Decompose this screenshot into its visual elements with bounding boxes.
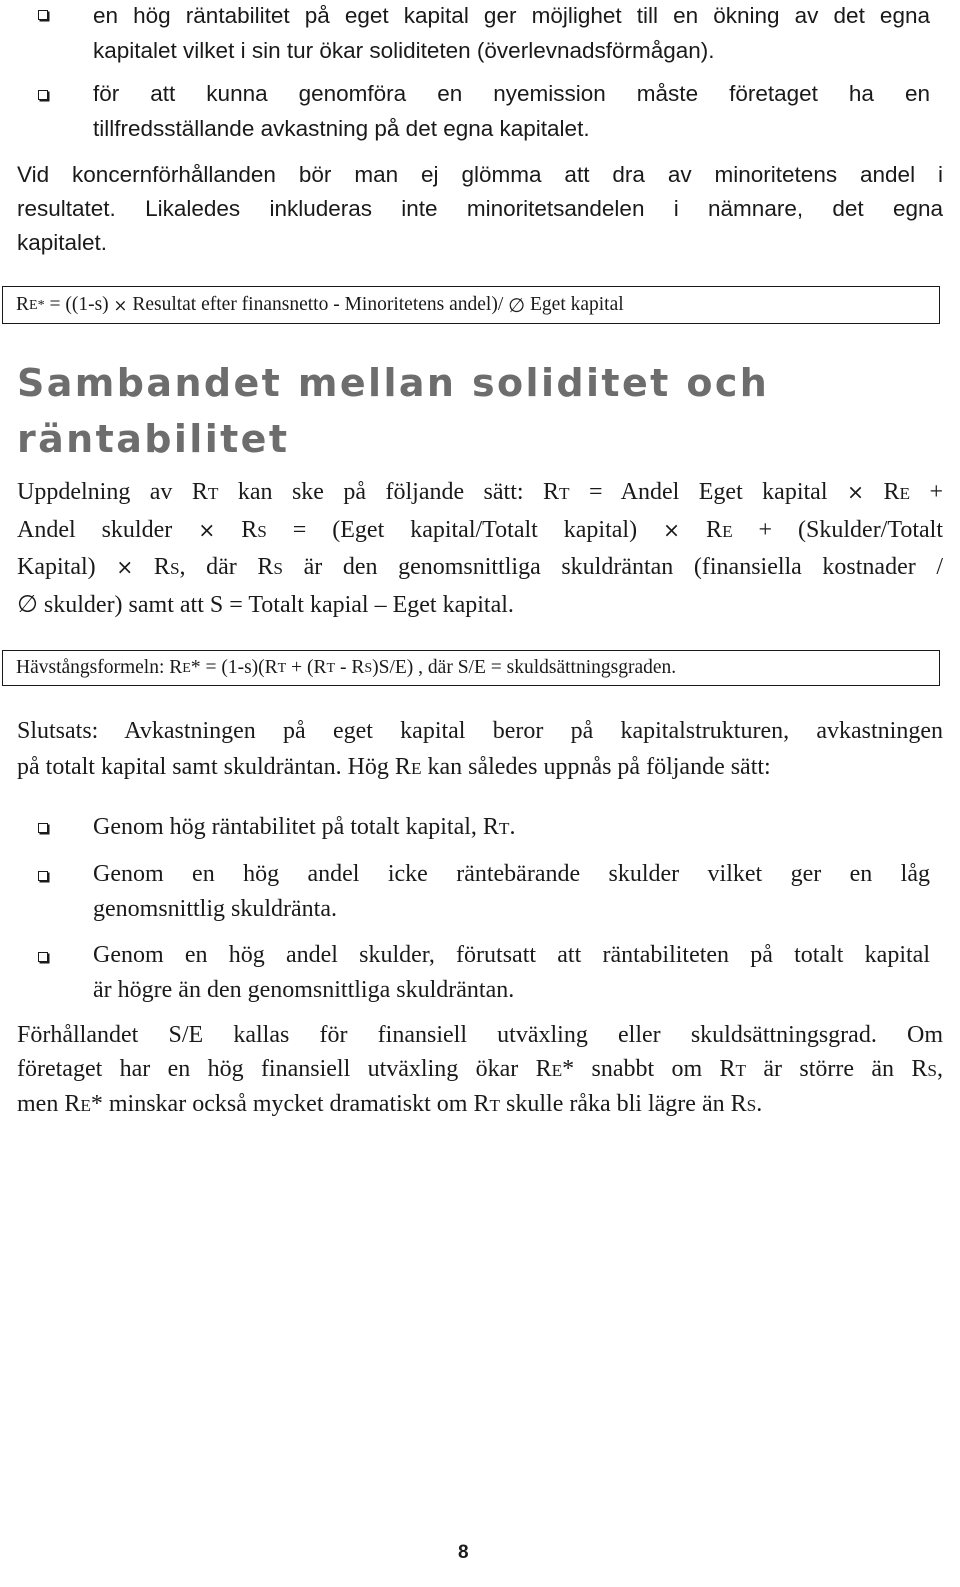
text: * snabbt om R xyxy=(562,1056,736,1082)
subscript: E xyxy=(410,759,422,778)
paragraph-line: resultatet. Likaledes inkluderas inte minoritetsandelen i nämnare, det egna xyxy=(17,196,943,221)
subscript: S xyxy=(257,522,267,541)
bullet-line: för att kunna genomföra en nyemission måste företaget ha en xyxy=(93,81,930,106)
text: R xyxy=(133,554,170,580)
text: = (Eget kapital/Totalt kapital) xyxy=(266,517,664,543)
times-icon: × xyxy=(663,518,681,542)
times-icon: × xyxy=(116,555,134,579)
checkbox-bullet-icon xyxy=(38,90,48,100)
text: kan således uppnås på följande sätt: xyxy=(421,754,771,780)
subscript: E xyxy=(899,484,911,503)
subscript: T xyxy=(735,1061,747,1080)
checkbox-bullet-icon xyxy=(38,871,48,881)
text: + (R xyxy=(286,657,327,678)
text: på totalt kapital samt skuldräntan. Hög R xyxy=(17,754,411,780)
subscript: E xyxy=(722,522,733,541)
text: Genom hög räntabilitet på totalt kapital, R xyxy=(93,814,499,840)
times-icon: × xyxy=(113,295,128,315)
text: - R xyxy=(335,657,365,678)
text: R xyxy=(680,517,723,543)
formula-text: Eget kapital xyxy=(525,294,624,315)
text: Uppdelning av R xyxy=(17,479,208,505)
text: + (Skulder/Totalt xyxy=(732,517,943,543)
subscript: T xyxy=(326,659,336,676)
text: , där R xyxy=(179,554,274,580)
paragraph-line xyxy=(17,513,943,549)
average-symbol-icon: ∅ xyxy=(508,293,526,317)
text: men R xyxy=(17,1091,81,1117)
subscript: T xyxy=(277,659,287,676)
leverage-formula-box xyxy=(2,650,940,686)
paragraph-line: Vid koncernförhållanden bör man ej glömma att dra av minoritetens andel i xyxy=(17,162,943,187)
text: Hävstångsformeln: R xyxy=(16,657,183,678)
subscript: T xyxy=(498,819,510,838)
text: är den genomsnittliga skuldräntan (finansiella kostnader / xyxy=(283,554,943,580)
paragraph-line: Förhållandet S/E kallas för finansiell utväxling eller skuldsättningsgrad. Om xyxy=(17,1022,943,1048)
subscript: E xyxy=(182,659,191,676)
paragraph-line xyxy=(17,550,943,586)
subscript: S xyxy=(364,659,373,676)
formula-text: R xyxy=(16,294,30,315)
bullet-line: är högre än den genomsnittliga skuldräntan. xyxy=(93,977,515,1003)
subscript: T xyxy=(489,1096,501,1115)
subscript: S xyxy=(927,1061,937,1080)
text: skulder) samt att S = Totalt kapial – Eget kapital. xyxy=(37,592,514,618)
formula-subscript: E* xyxy=(29,296,45,313)
bullet-line: Genom en hög andel icke räntebärande skulder vilket ger en låg xyxy=(93,861,930,887)
text: företaget har en hög finansiell utväxling ökar R xyxy=(17,1056,552,1082)
checkbox-bullet-icon xyxy=(38,952,48,962)
text: , xyxy=(937,1056,943,1082)
checkbox-bullet-icon xyxy=(38,10,48,20)
bullet-line: genomsnittlig skuldränta. xyxy=(93,896,337,922)
subscript: S xyxy=(273,559,283,578)
bullet-line: kapitalet vilket i sin tur ökar soliditeten (överlevnadsförmågan). xyxy=(93,38,715,63)
subscript: E xyxy=(551,1061,563,1080)
subscript: E xyxy=(80,1096,91,1115)
paragraph-line xyxy=(17,475,943,511)
conclusion-line xyxy=(17,750,943,786)
bullet-line xyxy=(93,810,930,846)
conclusion-line: Slutsats: Avkastningen på eget kapital beror på kapitalstrukturen, avkastningen xyxy=(17,718,943,744)
subscript: T xyxy=(559,484,570,503)
bullet-line: tillfredsställande avkastning på det egna kapitalet. xyxy=(93,116,590,141)
average-symbol-icon: ∅ xyxy=(17,590,38,618)
section-heading: räntabilitet xyxy=(17,417,290,461)
page-number: 8 xyxy=(458,1542,469,1563)
text: Kapital) xyxy=(17,554,117,580)
subscript: S xyxy=(169,559,180,578)
formula-text: = ((1-s) xyxy=(44,294,114,315)
bullet-line: en hög räntabilitet på eget kapital ger möjlighet till en ökning av det egna xyxy=(93,3,930,28)
section-heading: Sambandet mellan soliditet och xyxy=(17,361,770,405)
text: + xyxy=(910,479,944,505)
bullet-line: Genom en hög andel skulder, förutsatt att räntabiliteten på totalt kapital xyxy=(93,942,930,968)
paragraph-line xyxy=(17,587,943,623)
subscript: S xyxy=(746,1096,757,1115)
times-icon: × xyxy=(198,518,216,542)
subscript: T xyxy=(207,484,219,503)
text: * = (1-s)(R xyxy=(190,657,278,678)
text: skulle råka bli lägre än R xyxy=(500,1091,747,1117)
text: = Andel Eget kapital xyxy=(569,479,847,505)
text: R xyxy=(215,517,258,543)
paragraph-line xyxy=(17,1052,943,1088)
checkbox-bullet-icon xyxy=(38,823,48,833)
text: kan ske på följande sätt: R xyxy=(218,479,560,505)
text: . xyxy=(756,1091,763,1117)
formula-text: Resultat efter finansnetto - Minoritetens andel)/ xyxy=(127,294,509,315)
text: )S/E) , där S/E = skuldsättningsgraden. xyxy=(372,657,677,678)
paragraph-line: kapitalet. xyxy=(17,230,108,255)
times-icon: × xyxy=(846,480,865,504)
text: . xyxy=(509,814,516,840)
text: * minskar också mycket dramatiskt om R xyxy=(90,1091,490,1117)
text: R xyxy=(864,479,900,505)
text: Andel skulder xyxy=(17,517,199,543)
paragraph-line xyxy=(17,1087,943,1123)
formula-re-box xyxy=(2,286,940,324)
text: är större än R xyxy=(746,1056,928,1082)
